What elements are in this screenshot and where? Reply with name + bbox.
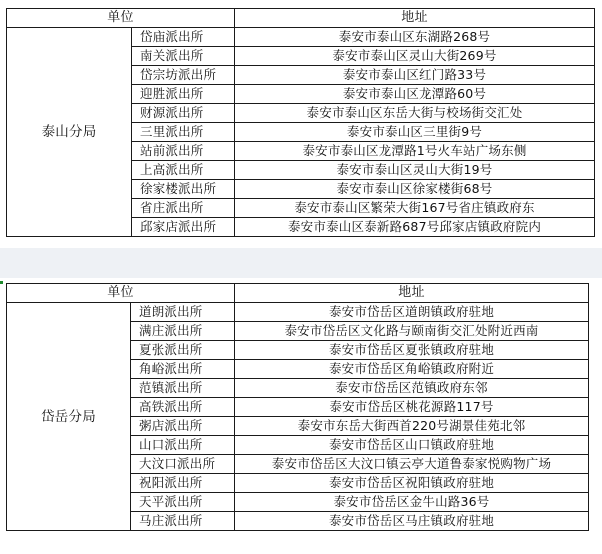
- station-name: 马庄派出所: [131, 512, 235, 531]
- station-address: 泰安市泰山区龙潭路1号火车站广场东侧: [235, 142, 595, 161]
- branch-name: 岱岳分局: [7, 303, 131, 531]
- station-name: 岱庙派出所: [132, 28, 235, 47]
- corner-marker: [0, 281, 3, 284]
- station-address: 泰安市岱岳区夏张镇政府驻地: [235, 341, 589, 360]
- station-name: 财源派出所: [132, 104, 235, 123]
- station-address: 泰安市岱岳区祝阳镇政府驻地: [235, 474, 589, 493]
- station-name: 迎胜派出所: [132, 85, 235, 104]
- station-address: 泰安市岱岳区角峪镇政府附近: [235, 360, 589, 379]
- station-name: 站前派出所: [132, 142, 235, 161]
- station-address: 泰安市泰山区灵山大街19号: [235, 161, 595, 180]
- station-name: 天平派出所: [131, 493, 235, 512]
- station-name: 角峪派出所: [131, 360, 235, 379]
- station-name: 上高派出所: [132, 161, 235, 180]
- station-address: 泰安市泰山区红门路33号: [235, 66, 595, 85]
- station-name: 范镇派出所: [131, 379, 235, 398]
- header-unit: 单位: [7, 284, 235, 303]
- station-name: 夏张派出所: [131, 341, 235, 360]
- station-address: 泰安市岱岳区桃花源路117号: [235, 398, 589, 417]
- station-address: 泰安市泰山区东岳大街与校场街交汇处: [235, 104, 595, 123]
- daiyue-branch-table: [6, 283, 589, 531]
- header-row: [7, 9, 595, 28]
- station-name: 高铁派出所: [131, 398, 235, 417]
- station-name: 南关派出所: [132, 47, 235, 66]
- station-address: 泰安市泰山区泰新路687号邱家店镇政府院内: [235, 218, 595, 237]
- station-name: 三里派出所: [132, 123, 235, 142]
- station-name: 山口派出所: [131, 436, 235, 455]
- separator-band: [0, 248, 602, 278]
- station-address: 泰安市泰山区徐家楼街68号: [235, 180, 595, 199]
- station-name: 徐家楼派出所: [132, 180, 235, 199]
- header-address: 地址: [235, 9, 595, 28]
- station-name: 大汶口派出所: [131, 455, 235, 474]
- header-unit: 单位: [7, 9, 235, 28]
- station-address: 泰安市岱岳区文化路与颐南街交汇处附近西南: [235, 322, 589, 341]
- station-address: 泰安市岱岳区马庄镇政府驻地: [235, 512, 589, 531]
- station-address: 泰安市泰山区灵山大街269号: [235, 47, 595, 66]
- station-name: 祝阳派出所: [131, 474, 235, 493]
- station-address: 泰安市岱岳区金牛山路36号: [235, 493, 589, 512]
- table-row: [7, 28, 595, 47]
- table-row: [7, 303, 589, 322]
- station-name: 岱宗坊派出所: [132, 66, 235, 85]
- taishan-branch-table: [6, 8, 595, 237]
- station-address: 泰安市东岳大街西首220号湖景佳苑北邻: [235, 417, 589, 436]
- header-row: [7, 284, 589, 303]
- station-name: 满庄派出所: [131, 322, 235, 341]
- station-address: 泰安市岱岳区大汶口镇云亭大道鲁泰家悦购物广场: [235, 455, 589, 474]
- station-address: 泰安市泰山区三里街9号: [235, 123, 595, 142]
- station-address: 泰安市岱岳区道朗镇政府驻地: [235, 303, 589, 322]
- station-address: 泰安市泰山区龙潭路60号: [235, 85, 595, 104]
- station-address: 泰安市岱岳区范镇政府东邻: [235, 379, 589, 398]
- station-address: 泰安市泰山区东湖路268号: [235, 28, 595, 47]
- station-address: 泰安市岱岳区山口镇政府驻地: [235, 436, 589, 455]
- station-name: 省庄派出所: [132, 199, 235, 218]
- header-address: 地址: [235, 284, 589, 303]
- branch-name: 泰山分局: [7, 28, 132, 237]
- station-address: 泰安市泰山区繁荣大街167号省庄镇政府东: [235, 199, 595, 218]
- station-name: 邱家店派出所: [132, 218, 235, 237]
- station-name: 道朗派出所: [131, 303, 235, 322]
- station-name: 粥店派出所: [131, 417, 235, 436]
